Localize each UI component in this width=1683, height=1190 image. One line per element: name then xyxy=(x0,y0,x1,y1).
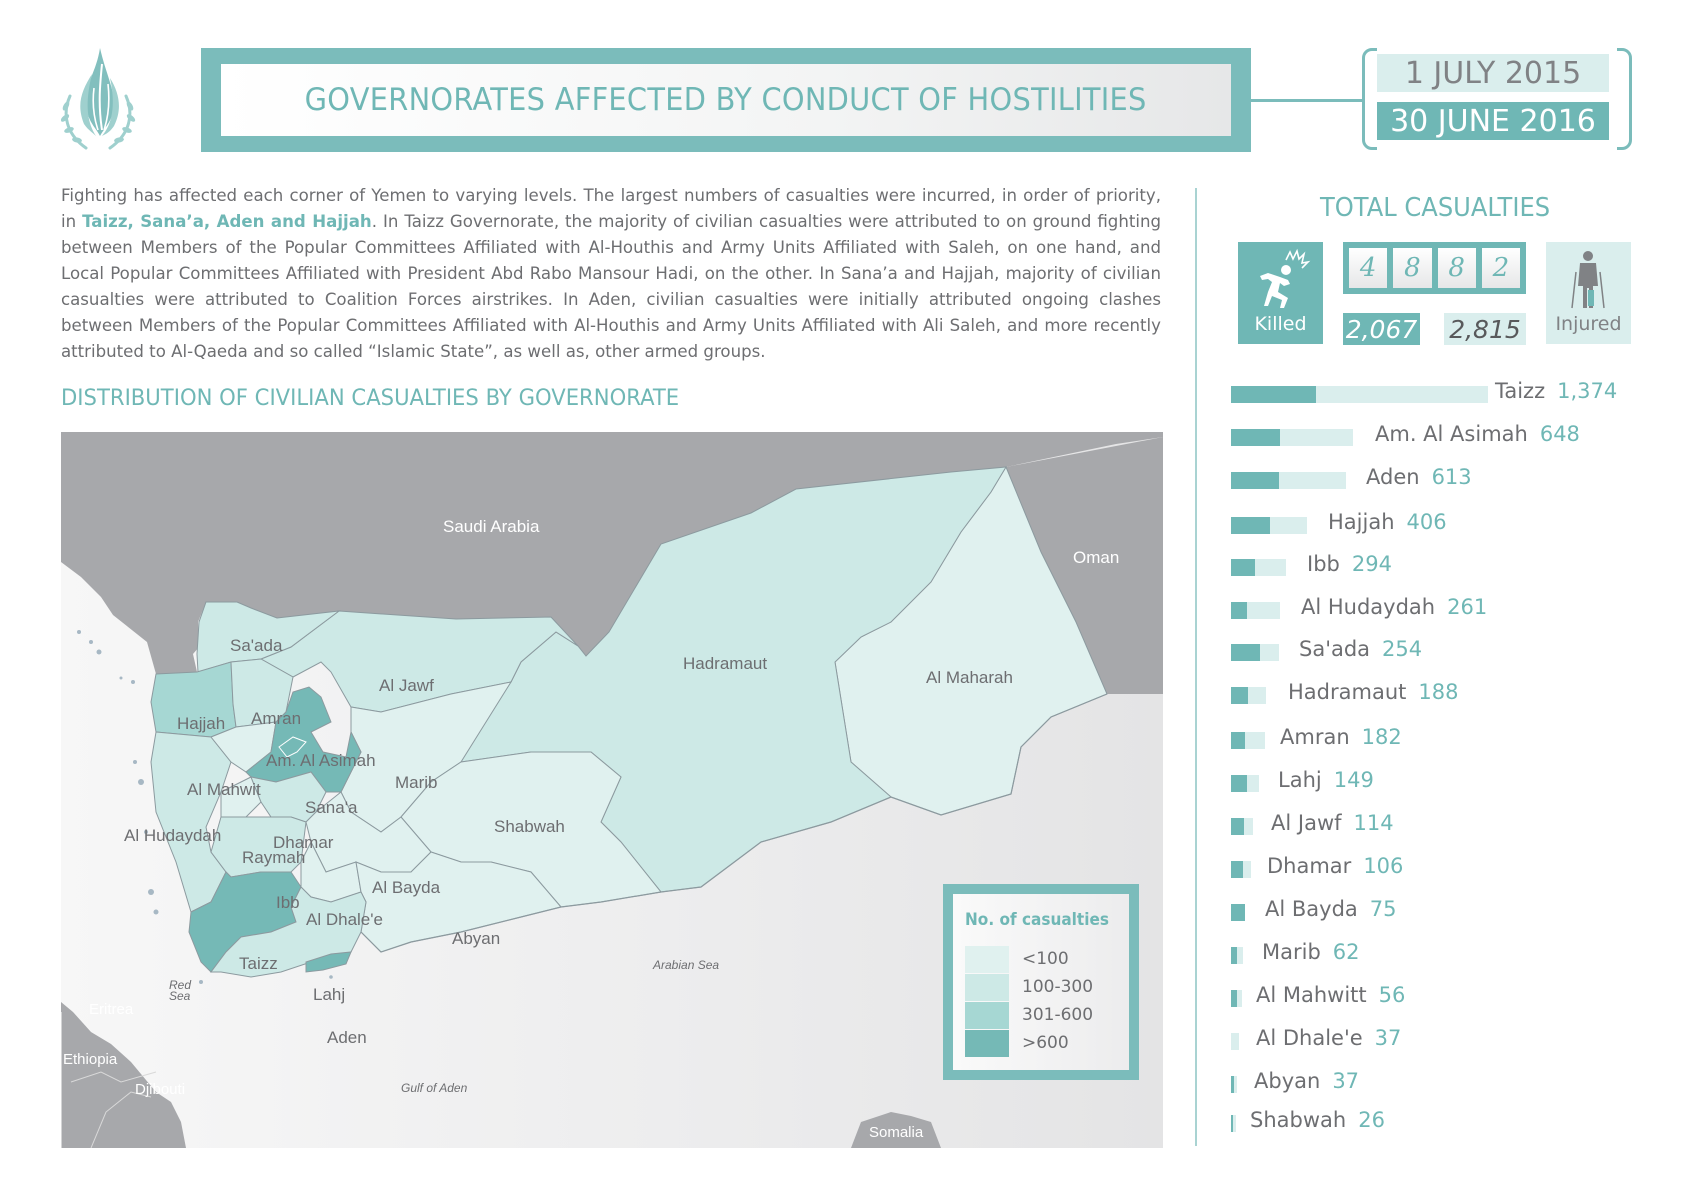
bar-label xyxy=(1278,768,1374,792)
bar-killed-segment xyxy=(1231,559,1255,576)
bar-killed-segment xyxy=(1231,990,1237,1007)
bar-label xyxy=(1271,811,1394,835)
casualty-count: 62 xyxy=(1332,940,1360,964)
label-al-maharah: Al Maharah xyxy=(926,668,1013,687)
bar-label xyxy=(1299,637,1422,661)
digit: 2 xyxy=(1482,248,1520,288)
bar-killed-segment xyxy=(1231,775,1247,792)
governorate-name: Aden xyxy=(1366,465,1420,489)
bar-injured-segment xyxy=(1231,602,1280,619)
bar-label xyxy=(1265,897,1397,921)
bar-label xyxy=(1495,379,1617,403)
bar-label xyxy=(1301,595,1487,619)
bar-label xyxy=(1280,725,1402,749)
falling-person-icon xyxy=(1238,246,1323,316)
casualty-count: 106 xyxy=(1363,854,1404,878)
column-divider xyxy=(1195,188,1197,1146)
legend-item-100-300: 100-300 xyxy=(965,974,1125,1002)
bar-label xyxy=(1256,1026,1401,1050)
injured-person-crutches-icon xyxy=(1546,246,1631,316)
label-ibb: Ibb xyxy=(276,893,300,912)
title-banner xyxy=(201,48,1251,152)
label-dhamar: Dhamar xyxy=(273,833,334,852)
bar-injured-segment xyxy=(1231,904,1245,921)
label-red-sea: Red Sea xyxy=(169,978,192,1003)
governorate-name: Lahj xyxy=(1278,768,1322,792)
bar-injured-segment xyxy=(1231,947,1243,964)
bar-injured-segment xyxy=(1231,1076,1237,1093)
legend-swatch xyxy=(965,1030,1009,1057)
governorate-name: Am. Al Asimah xyxy=(1375,422,1528,446)
label-oman: Oman xyxy=(1073,548,1120,567)
bar-injured-segment xyxy=(1231,517,1307,534)
yemen-choropleth-map xyxy=(61,432,1163,1148)
legend-item-301-600: 301-600 xyxy=(965,1002,1125,1030)
casualty-count: 613 xyxy=(1431,465,1472,489)
bar-injured-segment xyxy=(1231,644,1279,661)
bar-row xyxy=(1231,1026,1671,1059)
legend-swatch xyxy=(965,946,1009,973)
bar-injured-segment xyxy=(1231,990,1242,1007)
bar-killed-segment xyxy=(1231,472,1279,489)
bar-row xyxy=(1231,510,1671,543)
intro-paragraph: Fighting has affected each corner of Yemen to varying levels. The largest numbers of casualties were incurred, in order of priority, in Taizz, Sana’a, Aden and Hajjah. In Taizz Governorate, the majority of civilian casualties were attributed to on ground fighting between Members of the Popular Committees Affiliated with Al-Houthis and Army Units Affiliated with Saleh, on one hand, and Local Popular Committees Affiliated with President Abd Rabo Mansour Hadi, on the other. In Sana’a and Hajjah, majority of civilian casualties were attributed to Coalition Forces airstrikes. In Aden, civilian casualties were initially attributed ongoing clashes between Members of the Popular Committees Affiliated with Al-Houthis and Army Units Affiliated with Ali Saleh, and more recently attributed to Al-Qaeda and so called “Islamic State”, as well as, other armed groups. xyxy=(61,186,1162,361)
bar-injured-segment xyxy=(1231,559,1286,576)
bar-label xyxy=(1254,1069,1359,1093)
label-al-hudaydah: Al Hudaydah xyxy=(124,826,222,845)
killed-tile xyxy=(1238,242,1323,344)
total-casualties-title: TOTAL CASUALTIES xyxy=(1320,193,1551,223)
bar-label xyxy=(1250,1108,1385,1132)
governorate-name: Abyan xyxy=(1254,1069,1321,1093)
label-saudi-arabia: Saudi Arabia xyxy=(443,517,540,536)
bar-row xyxy=(1231,465,1671,498)
label-abyan: Abyan xyxy=(452,929,501,948)
label-djibouti: Djibouti xyxy=(135,1081,186,1098)
governorate-name: Al Bayda xyxy=(1265,897,1358,921)
bar-killed-segment xyxy=(1231,732,1245,749)
label-somalia: Somalia xyxy=(869,1124,924,1141)
bar-injured-segment xyxy=(1231,732,1265,749)
bar-killed-segment xyxy=(1231,602,1247,619)
bar-killed-segment xyxy=(1231,687,1248,704)
digit: 8 xyxy=(1393,248,1431,288)
bar-injured-segment xyxy=(1231,818,1253,835)
bar-label xyxy=(1375,422,1580,446)
bar-row xyxy=(1231,854,1671,887)
governorate-name: Al Mahwitt xyxy=(1256,983,1367,1007)
casualty-count: 37 xyxy=(1374,1026,1402,1050)
country-eritrea-ethiopia-djibouti xyxy=(61,1002,186,1148)
bar-injured-segment xyxy=(1231,1033,1239,1050)
bar-injured-segment xyxy=(1231,472,1346,489)
label-eritrea: Eritrea xyxy=(89,1001,134,1018)
label-shabwah: Shabwah xyxy=(494,817,565,836)
bar-row xyxy=(1231,811,1671,844)
label-sanaa: Sana'a xyxy=(305,798,358,817)
injured-tile xyxy=(1546,242,1631,344)
casualty-count: 182 xyxy=(1361,725,1402,749)
bar-injured-segment xyxy=(1231,429,1353,446)
label-saada: Sa'ada xyxy=(230,636,283,655)
governorate-name: Shabwah xyxy=(1250,1108,1347,1132)
bar-row xyxy=(1231,983,1671,1016)
bar-injured-segment xyxy=(1231,861,1251,878)
bar-label xyxy=(1307,552,1392,576)
bar-label xyxy=(1328,510,1447,534)
governorate-name: Al Hudaydah xyxy=(1301,595,1436,619)
bar-injured-segment xyxy=(1231,1115,1236,1132)
bar-killed-segment xyxy=(1231,947,1237,964)
bar-row xyxy=(1231,1069,1671,1102)
killed-count: 2,067 xyxy=(1343,313,1420,345)
date-start: 1 JULY 2015 xyxy=(1377,54,1609,92)
killed-label: Killed xyxy=(1254,313,1307,335)
casualty-count: 37 xyxy=(1332,1069,1360,1093)
governorate-name: Marib xyxy=(1262,940,1321,964)
label-marib: Marib xyxy=(395,773,438,792)
bar-killed-segment xyxy=(1231,386,1316,403)
label-al-dhalee: Al Dhale'e xyxy=(306,910,383,929)
bar-row xyxy=(1231,897,1671,930)
bar-label xyxy=(1366,465,1472,489)
legend-item-under-100: <100 xyxy=(965,946,1125,974)
total-casualties-counter xyxy=(1343,242,1526,294)
bar-row xyxy=(1231,552,1671,585)
casualty-count: 406 xyxy=(1406,510,1447,534)
injured-label: Injured xyxy=(1555,313,1622,335)
label-aden: Aden xyxy=(327,1028,367,1047)
casualty-count: 648 xyxy=(1539,422,1580,446)
casualty-count: 26 xyxy=(1358,1108,1385,1132)
label-taizz: Taizz xyxy=(239,954,278,973)
un-human-rights-logo-icon xyxy=(56,44,140,154)
casualty-count: 56 xyxy=(1378,983,1406,1007)
governorate-name: Dhamar xyxy=(1267,854,1352,878)
map-legend xyxy=(943,884,1139,1080)
casualty-count: 75 xyxy=(1369,897,1397,921)
bar-killed-segment xyxy=(1231,644,1260,661)
bar-row xyxy=(1231,680,1671,713)
label-raymah: Raymah xyxy=(242,848,306,867)
bar-row xyxy=(1231,940,1671,973)
bar-killed-segment xyxy=(1231,861,1243,878)
title-connector-line xyxy=(1251,99,1364,102)
label-hadramaut: Hadramaut xyxy=(683,654,768,673)
governorate-name: Sa'ada xyxy=(1299,637,1371,661)
page-title: GOVERNORATES AFFECTED BY CONDUCT OF HOSTILITIES xyxy=(305,82,1147,118)
casualty-count: 149 xyxy=(1333,768,1374,792)
bar-row xyxy=(1231,595,1671,628)
bar-injured-segment xyxy=(1231,386,1488,403)
injured-count: 2,815 xyxy=(1444,313,1526,345)
bar-label xyxy=(1288,680,1458,704)
bar-row xyxy=(1231,725,1671,758)
bar-row xyxy=(1231,637,1671,670)
governorate-name: Amran xyxy=(1280,725,1350,749)
bar-killed-segment xyxy=(1231,1076,1234,1093)
bar-killed-segment xyxy=(1231,904,1245,921)
label-amran: Amran xyxy=(251,709,302,728)
casualty-count: 114 xyxy=(1353,811,1394,835)
date-end: 30 JUNE 2016 xyxy=(1377,102,1609,140)
label-ethiopia: Ethiopia xyxy=(63,1051,118,1068)
bar-injured-segment xyxy=(1231,775,1259,792)
map-title: DISTRIBUTION OF CIVILIAN CASUALTIES BY GOVERNORATE xyxy=(61,385,680,411)
casualty-count: 188 xyxy=(1418,680,1459,704)
casualty-count: 294 xyxy=(1351,552,1392,576)
governorate-name: Al Dhale'e xyxy=(1256,1026,1363,1050)
governorate-name: Ibb xyxy=(1307,552,1340,576)
bar-row xyxy=(1231,768,1671,801)
digit: 4 xyxy=(1349,248,1387,288)
label-arabian-sea: Arabian Sea xyxy=(653,958,720,972)
digit: 8 xyxy=(1438,248,1476,288)
legend-item-over-600: >600 xyxy=(965,1030,1125,1058)
legend-title: No. of casualties xyxy=(965,910,1109,930)
casualty-count: 254 xyxy=(1382,637,1423,661)
label-al-bayda: Al Bayda xyxy=(372,878,441,897)
label-am-al-asimah: Am. Al Asimah xyxy=(266,751,376,770)
bar-injured-segment xyxy=(1231,687,1266,704)
casualty-count: 1,374 xyxy=(1557,379,1618,403)
label-al-jawf: Al Jawf xyxy=(379,676,434,695)
legend-swatch xyxy=(965,1002,1009,1029)
legend-swatch xyxy=(965,974,1009,1001)
bar-row xyxy=(1231,1108,1671,1141)
governorate-name: Al Jawf xyxy=(1271,811,1342,835)
bar-killed-segment xyxy=(1231,429,1280,446)
governorate-name: Taizz xyxy=(1495,379,1546,403)
bar-row xyxy=(1231,422,1671,455)
label-hajjah: Hajjah xyxy=(177,714,226,733)
highlighted-governorates: Taizz, Sana’a, Aden and Hajjah xyxy=(82,212,372,231)
governorate-name: Hadramaut xyxy=(1288,680,1407,704)
bar-label xyxy=(1256,983,1405,1007)
label-lahj: Lahj xyxy=(313,985,346,1004)
bar-killed-segment xyxy=(1231,818,1244,835)
bar-killed-segment xyxy=(1231,517,1270,534)
bar-row xyxy=(1231,379,1671,412)
label-al-mahwit: Al Mahwit xyxy=(187,780,261,799)
bar-label xyxy=(1262,940,1360,964)
governorate-name: Hajjah xyxy=(1328,510,1395,534)
bar-label xyxy=(1267,854,1403,878)
label-gulf-of-aden: Gulf of Aden xyxy=(401,1081,468,1095)
casualty-count: 261 xyxy=(1447,595,1488,619)
bar-killed-segment xyxy=(1231,1115,1233,1132)
